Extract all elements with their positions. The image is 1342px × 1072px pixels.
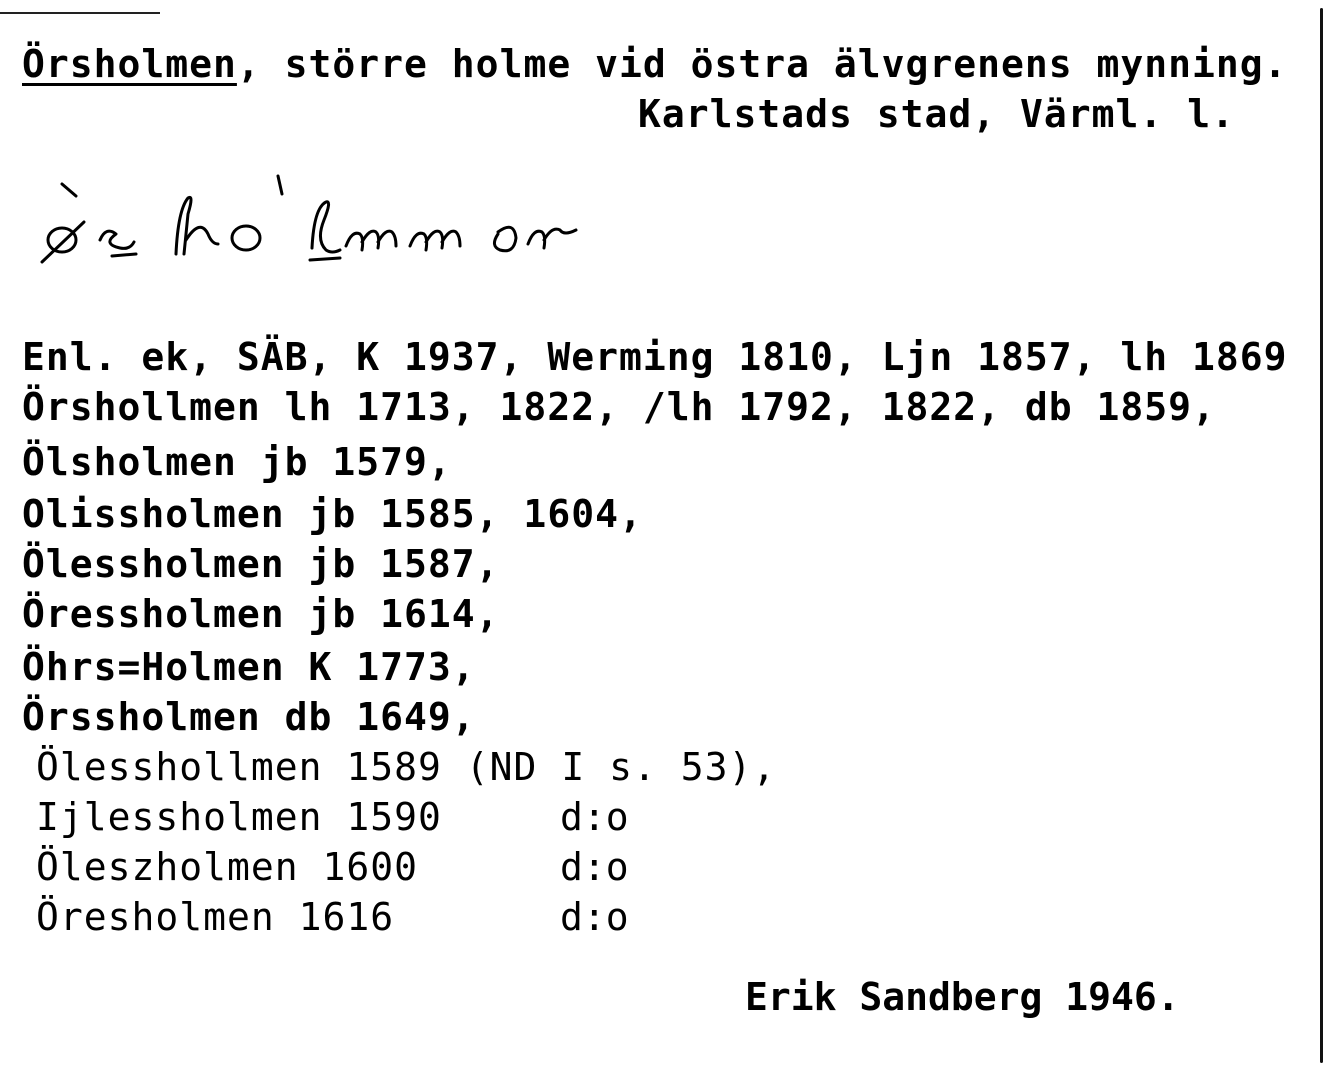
source-line: Öresholmen 1616 [36, 895, 395, 939]
card-top-edge [0, 12, 160, 14]
source-line: Öleszholmen 1600 [36, 845, 419, 889]
handwritten-pronunciation [28, 170, 588, 280]
place-name: Örsholmen [22, 42, 237, 86]
card-right-edge [1320, 8, 1323, 1063]
source-line: Olissholmen jb 1585, 1604, [22, 492, 643, 536]
source-line: Ölessholmen jb 1587, [22, 542, 500, 586]
signature: Erik Sandberg 1946. [745, 975, 1180, 1019]
source-line: Öhrs=Holmen K 1773, [22, 645, 476, 689]
source-line: Örssholmen db 1649, [22, 695, 476, 739]
source-line: Ölsholmen jb 1579, [22, 440, 452, 484]
source-line: Ölesshollmen 1589 (ND I s. 53), [36, 745, 777, 789]
parish-line: Karlstads stad, Värml. l. [638, 92, 1235, 136]
source-line: Enl. ek, SÄB, K 1937, Werming 1810, Ljn 1857, lh 1869 [22, 335, 1288, 379]
ditto-mark: d:o [560, 795, 629, 839]
header-line [22, 42, 1288, 86]
source-line: Öressholmen jb 1614, [22, 592, 500, 636]
ditto-mark: d:o [560, 845, 629, 889]
source-line: Örshollmen lh 1713, 1822, /lh 1792, 1822, db 1859, [22, 385, 1216, 429]
ditto-mark: d:o [560, 895, 629, 939]
source-line: Ijlessholmen 1590 [36, 795, 442, 839]
place-description: , större holme vid östra älvgrenens mynning. [236, 42, 1288, 86]
